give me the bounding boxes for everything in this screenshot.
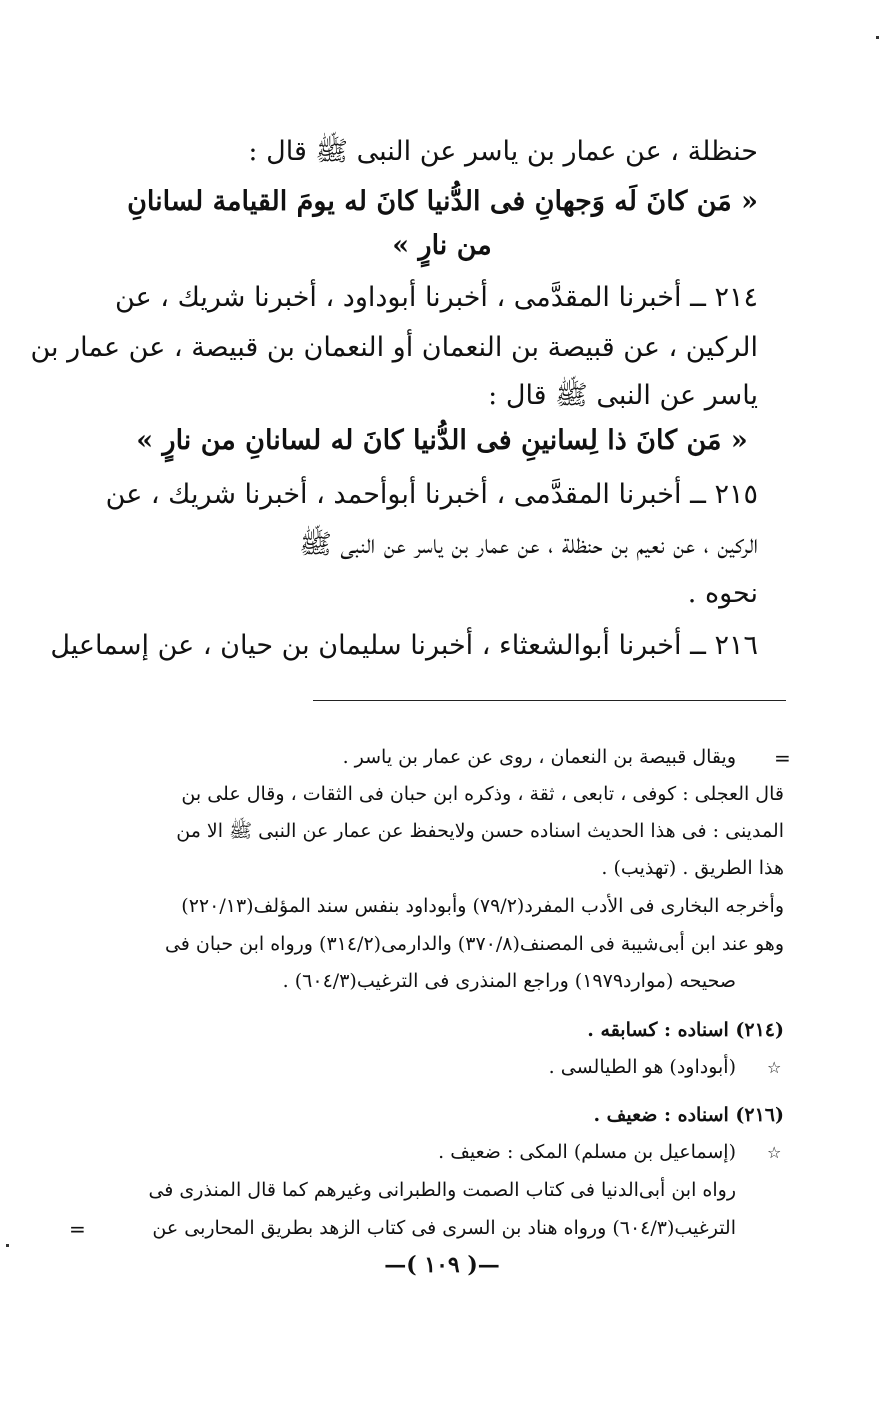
footnote-line: الترغيب(٦٠٤/٣) ورواه هناد بن السرى فى كتاب الزهد بطريق المحاربى عن [152,1217,736,1239]
scan-speck [876,36,879,39]
footnote-line: وأخرجه البخارى فى الأدب المفرد(٧٩/٢) وأبوداود بنفس سند المؤلف(٢٢٠/١٣) [181,895,784,917]
footnote-214: (٢١٤) اسناده : كسابقه . [587,1019,784,1041]
footnote-line: صحيحه (موارد١٩٧٩) وراجع المنذرى فى الترغيب(٦٠٤/٣) . [282,970,736,992]
footnote-divider [313,700,786,701]
scan-speck [6,1244,9,1247]
footnote-line: ويقال قبيصة بن النعمان ، روى عن عمار بن ياسر . [342,746,736,768]
hadith-text: من نارٍ » [392,230,492,261]
continuation-mark: = [774,746,791,770]
footnote-line: المدينى : فى هذا الحديث اسناده حسن ولايحفظ عن عمار عن النبى ﷺ الا من [176,820,784,842]
star-icon: ☆ [767,1143,782,1162]
body-line: الركين ، عن قبيصة بن النعمان أو النعمان بن قبيصة ، عن عمار بن [30,332,758,363]
hadith-text: « مَن كانَ لَه وَجهانِ فى الدُّنيا كانَ له يومَ القيامة لسانانِ [127,186,758,217]
hadith-215-isnad: ٢١٥ ــ أخبرنا المقدَّمى ، أخبرنا أبوأحمد ، أخبرنا شريك ، عن [105,479,758,510]
body-line: نحوه . [687,578,758,609]
footnote-line: (إسماعيل بن مسلم) المكى : ضعيف . [438,1141,736,1163]
body-line: الركين ، عن نعيم بن حنظلة ، عن عمار بن ياسر عن النبى ﷺ [299,529,758,560]
footnote-line: هذا الطريق . (تهذيب) . [601,857,784,879]
hadith-216-isnad: ٢١٦ ــ أخبرنا أبوالشعثاء ، أخبرنا سليمان بن حيان ، عن إسماعيل [50,630,758,661]
body-line: ياسر عن النبى ﷺ قال : [488,380,758,411]
page-number: —( ١٠٩ )— [384,1252,500,1278]
footnote-line: قال العجلى : كوفى ، تابعى ، ثقة ، وذكره ابن حبان فى الثقات ، وقال على بن [181,783,784,805]
hadith-214-isnad: ٢١٤ ــ أخبرنا المقدَّمى ، أخبرنا أبوداود ، أخبرنا شريك ، عن [115,282,758,313]
footnote-line: (أبوداود) هو الطيالسى . [548,1056,736,1078]
footnote-line: رواه ابن أبى‌الدنيا فى كتاب الصمت والطبرانى وغيرهم كما قال المنذرى فى [148,1179,736,1201]
body-line: حنظلة ، عن عمار بن ياسر عن النبى ﷺ قال : [248,136,758,167]
continuation-mark: = [69,1217,86,1241]
hadith-text: « مَن كانَ ذا لِسانينِ فى الدُّنيا كانَ له لسانانِ من نارٍ » [136,425,748,456]
star-icon: ☆ [767,1058,782,1077]
footnote-line: وهو عند ابن أبى‌شيبة فى المصنف(٣٧٠/٨) والدارمى(٣١٤/٢) ورواه ابن حبان فى [164,933,784,955]
footnote-216: (٢١٦) اسناده : ضعيف . [593,1104,784,1126]
